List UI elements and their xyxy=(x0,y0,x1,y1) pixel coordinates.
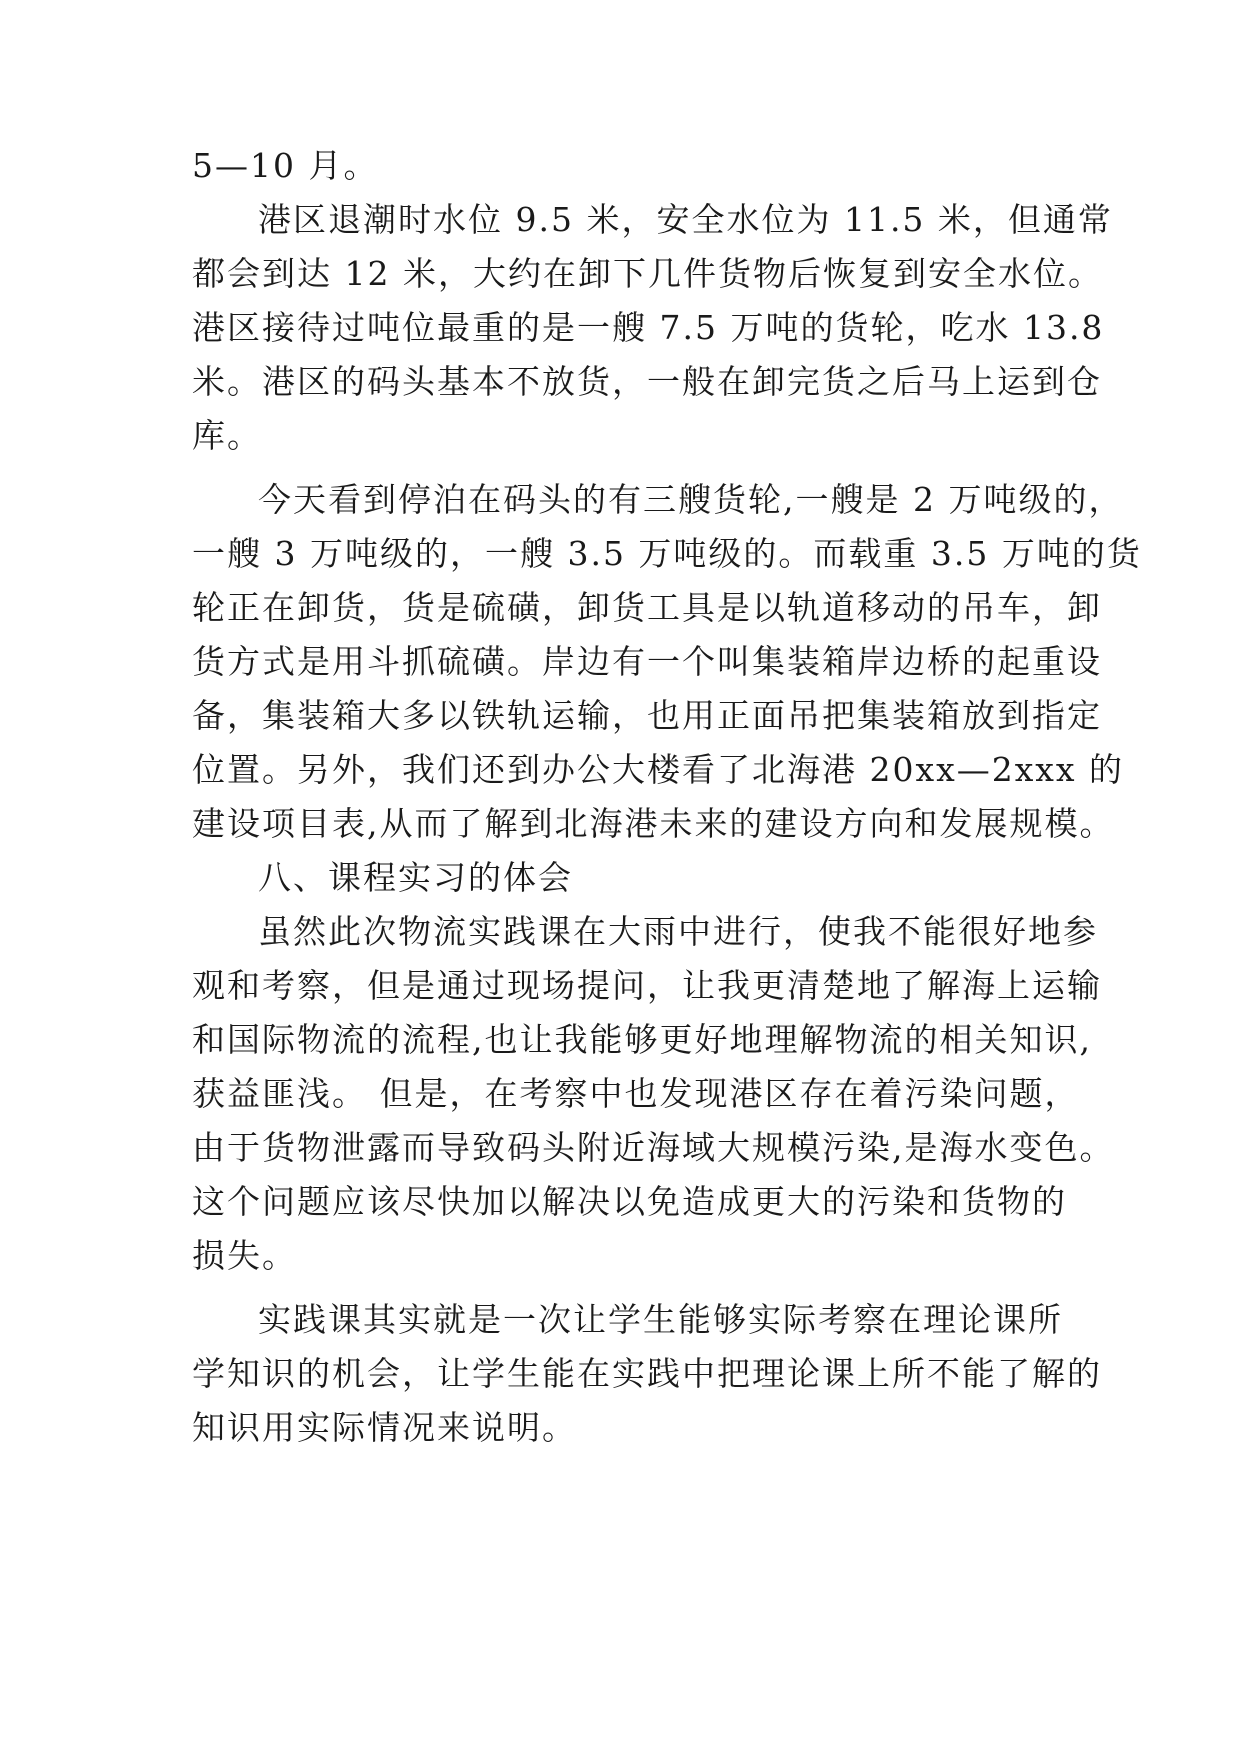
text-line: 观和考察，但是通过现场提问，让我更清楚地了解海上运输 xyxy=(192,966,1102,1005)
text-line: 建设项目表,从而了解到北海港未来的建设方向和发展规模。 xyxy=(192,804,1115,843)
section-heading: 八、课程实习的体会 xyxy=(258,858,573,897)
text-line: 和国际物流的流程,也让我能够更好地理解物流的相关知识, xyxy=(192,1020,1092,1059)
text-line: 位置。另外，我们还到办公大楼看了北海港 20xx—2xxx 的 xyxy=(192,750,1125,789)
paragraph-start: 虽然此次物流实践课在大雨中进行，使我不能很好地参 xyxy=(258,912,1098,951)
text-line: 损失。 xyxy=(192,1236,297,1275)
paragraph-start: 港区退潮时水位 9.5 米，安全水位为 11.5 米，但通常 xyxy=(258,200,1113,239)
text-line: 一艘 3 万吨级的，一艘 3.5 万吨级的。而载重 3.5 万吨的货 xyxy=(192,534,1142,573)
text-line: 轮正在卸货，货是硫磺，卸货工具是以轨道移动的吊车，卸 xyxy=(192,588,1102,627)
text-line: 库。 xyxy=(192,416,262,455)
text-line: 知识用实际情况来说明。 xyxy=(192,1408,577,1447)
text-line: 货方式是用斗抓硫磺。岸边有一个叫集装箱岸边桥的起重设 xyxy=(192,642,1102,681)
text-line: 米。港区的码头基本不放货，一般在卸完货之后马上运到仓 xyxy=(192,362,1102,401)
text-line: 获益匪浅。 但是，在考察中也发现港区存在着污染问题， xyxy=(192,1074,1080,1113)
paragraph-start: 实践课其实就是一次让学生能够实际考察在理论课所 xyxy=(258,1300,1063,1339)
text-line: 这个问题应该尽快加以解决以免造成更大的污染和货物的 xyxy=(192,1182,1067,1221)
text-line: 都会到达 12 米，大约在卸下几件货物后恢复到安全水位。 xyxy=(192,254,1103,293)
text-line: 备，集装箱大多以铁轨运输，也用正面吊把集装箱放到指定 xyxy=(192,696,1102,735)
text-line: 5—10 月。 xyxy=(192,146,379,185)
text-line: 港区接待过吨位最重的是一艘 7.5 万吨的货轮，吃水 13.8 xyxy=(192,308,1105,347)
paragraph-start: 今天看到停泊在码头的有三艘货轮,一艘是 2 万吨级的， xyxy=(258,480,1124,519)
text-line: 由于货物泄露而导致码头附近海域大规模污染,是海水变色。 xyxy=(192,1128,1115,1167)
text-line: 学知识的机会，让学生能在实践中把理论课上所不能了解的 xyxy=(192,1354,1102,1393)
